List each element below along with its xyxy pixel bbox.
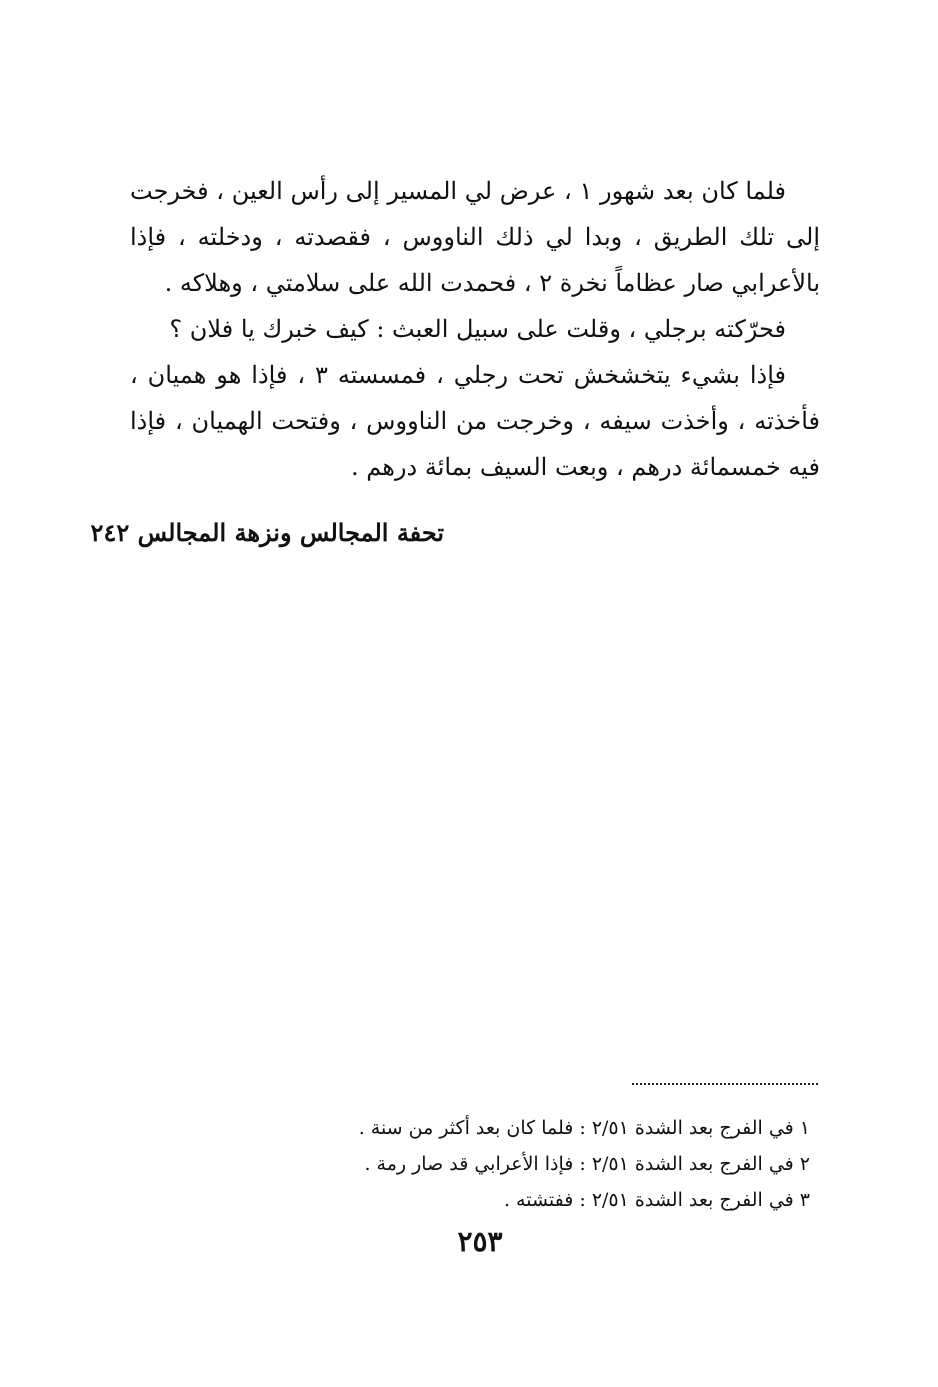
paragraph-1: فلما كان بعد شهور ١ ، عرض لي المسير إلى رأس العين ، فخرجت إلى تلك الطريق ، وبدا لي ذلك الناووس ، فقصدته ، ودخلته ، فإذا بالأعرابي صار عظاماً نخرة ٢ ، فحمدت الله على سلامتي ، وهلاكه .	[130, 177, 820, 297]
main-text	[130, 168, 820, 490]
footnotes	[250, 1110, 810, 1218]
footnote-1: ١ في الفرج بعد الشدة ٢/٥١ : فلما كان بعد أكثر من سنة .	[358, 1117, 810, 1139]
footnote-separator	[632, 1083, 818, 1085]
page-number: ٢٥٣	[457, 1225, 503, 1258]
footnote-2: ٢ في الفرج بعد الشدة ٢/٥١ : فإذا الأعرابي قد صار رمة .	[364, 1153, 810, 1175]
footnote-3: ٣ في الفرج بعد الشدة ٢/٥١ : ففتشته .	[503, 1189, 810, 1211]
paragraph-3: فإذا بشيء يتخشخش تحت رجلي ، فمسسته ٣ ، فإذا هو هميان ، فأخذته ، وأخذت سيفه ، وخرجت من الناووس ، وفتحت الهميان ، فإذا فيه خمسمائة درهم ، وبعت السيف بمائة درهم .	[130, 361, 820, 481]
source-citation: تحفة المجالس ونزهة المجالس ٢٤٢	[90, 518, 444, 547]
paragraph-2: فحرّكته برجلي ، وقلت على سبيل العبث : كيف خبرك يا فلان ؟	[169, 315, 786, 343]
